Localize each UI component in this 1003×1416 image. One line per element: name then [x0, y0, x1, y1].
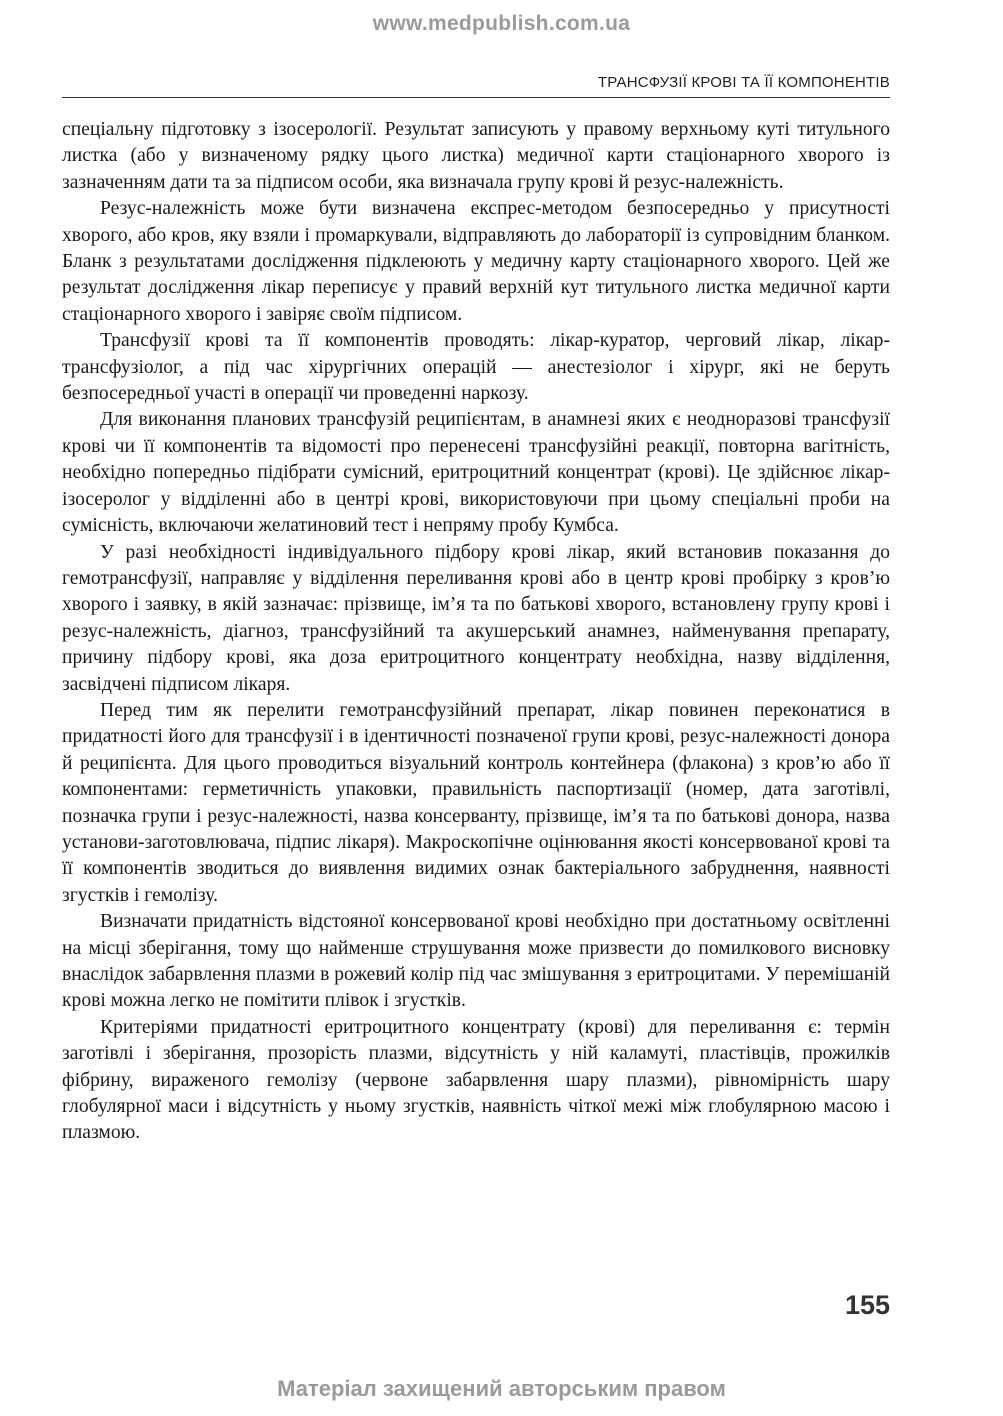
- paragraph-2: Резус-належність може бути визначена експрес-методом безпосередньо у присутності хворого, або кров, яку взяли і промаркували, відправляють до лабораторії із супровідним бланком. Бланк з результатами дослідження підклеюють у медичну карту стаціонарного хворого. Цей же результат дослідження лікар переписує у правий верхній кут титульного листка медичної карти стаціонарного хворого і завіряє своїм підписом.: [62, 198, 890, 325]
- paragraph-7: Визначати придатність відстояної консервованої крові необхідно при достатньому освітленні на місці зберігання, тому що найменше струшування може призвести до помилкового висновку внаслідок забарвлення плазми в рожевий колір під час змішування з еритроцитами. У перемішаній крові можна легко не помітити плівок і згустків.: [62, 911, 890, 1012]
- header-rule: [62, 97, 890, 98]
- paragraph-4: Для виконання планових трансфузій реципієнтам, в анамнезі яких є неодноразові трансфузії крові чи її компонентів та відомості про перенесені трансфузійні реакції, повторна вагітність, необхідно попередньо підібрати сумісний, еритроцитний концентрат (крові). Це здійснює лікар-ізосеролог у відділенні або в центрі крові, використовуючи при цьому спеціальні проби на сумісність, включаючи желатиновий тест і непряму пробу Кумбса.: [62, 409, 890, 537]
- paragraph-5: У разі необхідності індивідуального підбору крові лікар, який встановив показання до гемотрансфузії, направляє у відділення переливання крові або в центр крові пробірку з кров’ю хворого і заявку, в якій зазначає: прізвище, ім’я та по батькові хворого, встановлену групу крові і резус-належність, діагноз, трансфузійний та акушерський анамнез, найменування препарату, причину підбору крові, яка доза еритроцитного концентрату необхідна, назву відділення, засвідчені підписом лікаря.: [62, 541, 890, 695]
- watermark-bottom: Матеріал захищений авторським правом: [277, 1376, 726, 1401]
- watermark-top: www.medpublish.com.ua: [372, 12, 631, 35]
- body-text: [62, 117, 890, 1147]
- paragraph-8: Критеріями придатності еритроцитного концентрату (крові) для переливання є: термін заготівлі і зберігання, прозорість плазми, відсутність у ній каламуті, пластівців, прожилків фібрину, вираженого гемолізу (червоне забарвлення шару плазми), рівномірність шару глобулярної маси і відсутність у ньому згустків, наявність чіткої межі між глобулярною масою і плазмою.: [62, 1016, 890, 1144]
- paragraph-1: спеціальну підготовку з ізосерології. Результат записують у правому верхньому куті титульного листка (або у визначеному рядку цього листка) медичної карти стаціонарного хворого із зазначенням дати та за підписом особи, яка визначала групу крові й резус-належність.: [62, 119, 890, 193]
- paragraph-6: Перед тим як перелити гемотрансфузійний препарат, лікар повинен переконатися в придатності його для трансфузії і в ідентичності позначеної групи крові, резус-належності донора й реципієнта. Для цього проводиться візуальний контроль контейнера (флакона) з кров’ю або її компонентами: герметичність упаковки, правильність паспортизації (номер, дата заготівлі, позначка групи і резус-належності, назва консерванту, прізвище, ім’я та по батькові донора, назва установи-заготовлювача, підпис лікаря). Макроскопічне оцінювання якості консервованої крові та її компонентів зводиться до виявлення видимих ознак бактеріального забруднення, наявності згустків і гемолізу.: [62, 699, 890, 906]
- running-header: ТРАНСФУЗІЇ КРОВІ ТА ЇЇ КОМПОНЕНТІВ: [597, 74, 890, 91]
- page-number: 155: [844, 1290, 890, 1320]
- paragraph-3: Трансфузії крові та її компонентів проводять: лікар-куратор, черговий лікар, лікар-трансфузіолог, а під час хірургічних операцій — анестезіолог і хірург, які не беруть безпосередньої участі в операції чи проведенні наркозу.: [62, 330, 890, 405]
